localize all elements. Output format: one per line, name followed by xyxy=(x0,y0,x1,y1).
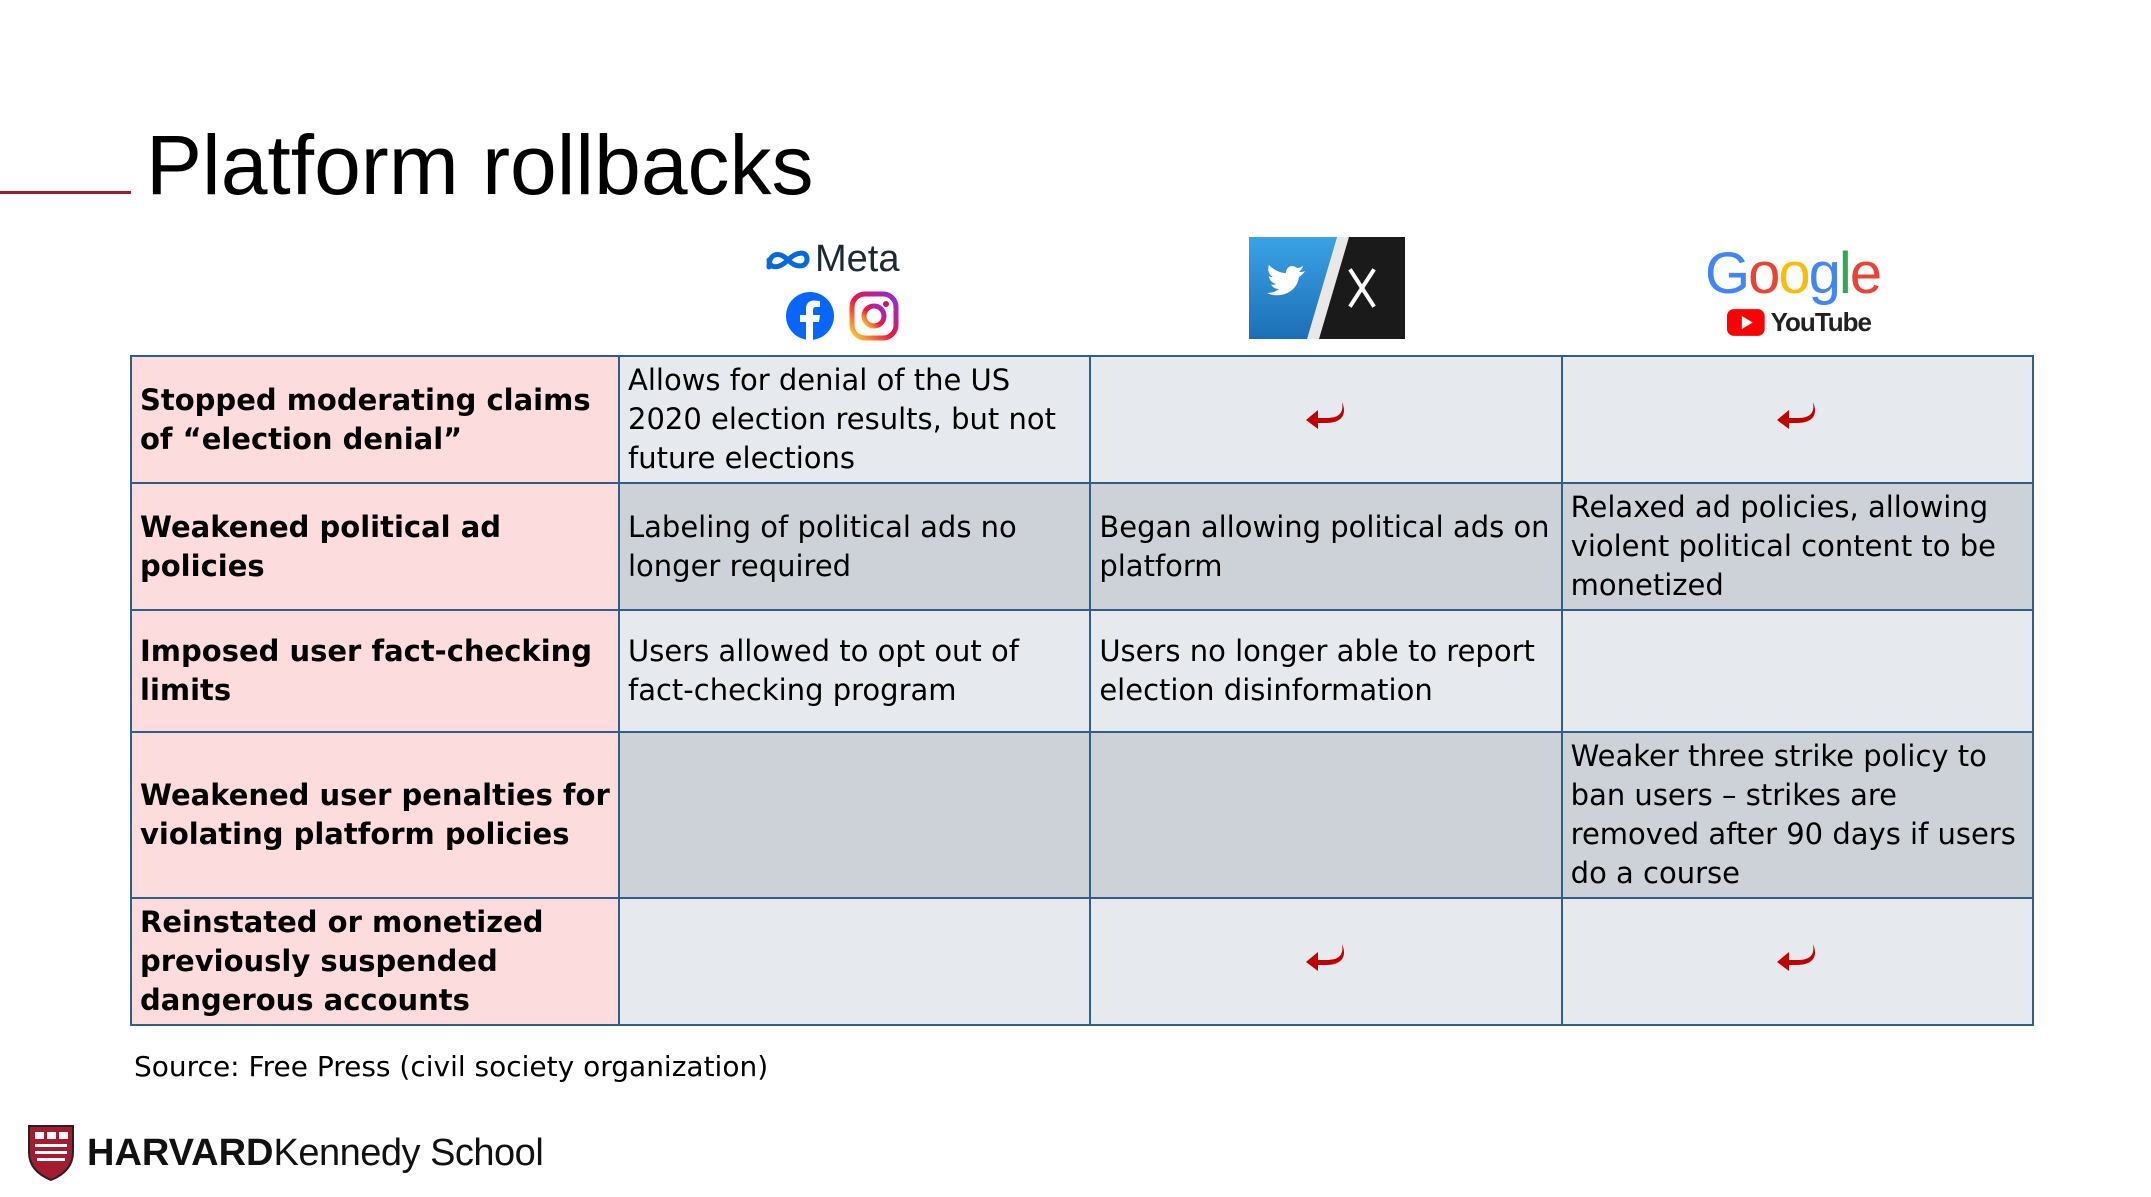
google-cell: Weaker three strike policy to ban users – strikes are removed after 90 days if users do a course xyxy=(1562,732,2033,898)
google-wordmark: Google xyxy=(1705,241,1881,306)
slide-title: Platform rollbacks xyxy=(146,118,814,212)
table-row xyxy=(131,483,2033,610)
x-cell: Users no longer able to report election disinformation xyxy=(1090,610,1561,732)
twitter-x-logo xyxy=(1249,237,1405,339)
rollback-arrow-icon xyxy=(1775,942,1819,972)
source-note: Source: Free Press (civil society organization) xyxy=(134,1050,769,1083)
x-cell xyxy=(1090,356,1561,483)
facebook-icon xyxy=(785,291,835,341)
meta-cell: Labeling of political ads no longer required xyxy=(619,483,1090,610)
youtube-wordmark: YouTube xyxy=(1770,307,1871,337)
meta-logo xyxy=(765,238,925,346)
google-cell xyxy=(1562,610,2033,732)
hks-harvard: HARVARD xyxy=(87,1131,274,1174)
rollback-arrow-icon xyxy=(1304,942,1348,972)
youtube-play-icon xyxy=(1727,309,1765,336)
row-label: Weakened political ad policies xyxy=(131,483,619,610)
meta-wordmark: Meta xyxy=(815,238,900,280)
meta-cell xyxy=(619,732,1090,898)
table-row xyxy=(131,356,2033,483)
rollback-arrow-icon xyxy=(1304,400,1348,430)
table-row xyxy=(131,898,2033,1025)
meta-cell xyxy=(619,898,1090,1025)
rollback-arrow-icon xyxy=(1775,400,1819,430)
x-cell: Began allowing political ads on platform xyxy=(1090,483,1561,610)
google-youtube-logo xyxy=(1705,241,1881,337)
hks-kennedy-school: Kennedy School xyxy=(273,1131,544,1174)
row-label: Stopped moderating claims of “election denial” xyxy=(131,356,619,483)
google-cell: Relaxed ad policies, allowing violent political content to be monetized xyxy=(1562,483,2033,610)
title-accent-rule xyxy=(0,191,131,194)
x-cell xyxy=(1090,898,1561,1025)
meta-cell: Users allowed to opt out of fact-checking program xyxy=(619,610,1090,732)
table-row xyxy=(131,610,2033,732)
instagram-icon xyxy=(849,291,899,341)
harvard-shield-icon xyxy=(27,1124,75,1182)
hks-logo xyxy=(27,1124,543,1182)
row-label: Imposed user fact-checking limits xyxy=(131,610,619,732)
google-cell xyxy=(1562,898,2033,1025)
table-row xyxy=(131,732,2033,898)
meta-cell: Allows for denial of the US 2020 election results, but not future elections xyxy=(619,356,1090,483)
google-cell xyxy=(1562,356,2033,483)
platform-rollbacks-table xyxy=(130,355,2034,1026)
row-label: Reinstated or monetized previously suspended dangerous accounts xyxy=(131,898,619,1025)
row-label: Weakened user penalties for violating platform policies xyxy=(131,732,619,898)
meta-infinity-icon xyxy=(765,247,811,273)
x-cell xyxy=(1090,732,1561,898)
